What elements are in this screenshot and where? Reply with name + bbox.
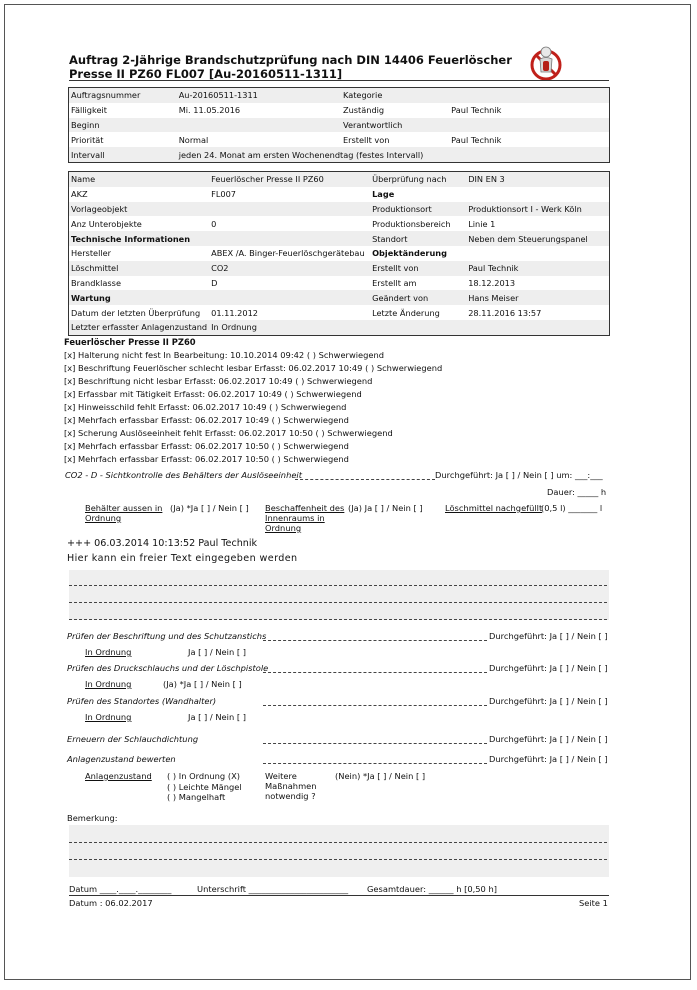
order-table-cell: Au-20160511-1311	[177, 88, 341, 103]
object-table-cell: CO2	[209, 261, 370, 276]
task-sub-label: In Ordnung	[85, 647, 132, 657]
task-sub-label: In Ordnung	[85, 712, 132, 722]
assessment-option-ok: ( ) In Ordnung (X)	[167, 771, 240, 781]
task-label: Anlagenzustand bewerten	[67, 754, 176, 764]
order-table-cell: Priorität	[71, 134, 104, 145]
object-table-cell: Letzte Änderung	[372, 307, 440, 318]
order-table-cell: jeden 24. Monat am ersten Wochenendtag (festes Intervall)	[177, 147, 610, 162]
object-table-cell: 28.11.2016 13:57	[468, 307, 542, 318]
task1-q3-label: Löschmittel nachgefüllt	[445, 503, 543, 513]
order-table-cell	[449, 118, 609, 133]
object-info-table	[68, 171, 610, 336]
measures-answer: (Nein) *Ja [ ] / Nein [ ]	[335, 771, 426, 781]
task1-done: Durchgeführt: Ja [ ] / Nein [ ] um: ___:___	[435, 470, 603, 480]
order-table-cell: Beginn	[69, 118, 177, 133]
task-sub-answer: (Ja) *Ja [ ] / Nein [ ]	[163, 679, 242, 689]
task1-duration: Dauer: _____ h	[547, 487, 607, 497]
order-table-row	[69, 147, 610, 162]
object-table-cell: 18.12.2013	[468, 277, 516, 288]
object-table-cell: DIN EN 3	[466, 172, 609, 187]
task-leader	[263, 672, 487, 673]
object-table-cell: Feuerlöscher Presse II PZ60	[209, 172, 370, 187]
object-table-row	[69, 276, 610, 291]
remarks-label: Bemerkung:	[67, 813, 118, 823]
object-table-row	[69, 202, 610, 217]
object-table-row	[69, 231, 610, 246]
object-table-row	[69, 320, 610, 335]
object-table-cell: D	[211, 277, 218, 288]
object-table-cell: Überprüfung nach	[370, 172, 466, 187]
object-table-cell: Produktionsbereich	[372, 218, 451, 229]
signature-date: Datum ____.____.________	[69, 884, 172, 894]
object-table-cell: Objektänderung	[372, 248, 447, 259]
object-table-cell	[209, 202, 370, 217]
note-text: Hier kann ein freier Text eingegeben werden	[67, 553, 298, 564]
object-table-row	[69, 216, 610, 231]
task1-q2-label: Beschaffenheit des Innenraums in Ordnung	[265, 503, 345, 533]
object-table-row	[69, 172, 610, 187]
task1-q1-answer: (Ja) *Ja [ ] / Nein [ ]	[170, 503, 249, 513]
order-table-row	[69, 118, 610, 133]
object-table-cell: Hans Meiser	[466, 290, 609, 305]
object-table-cell: Hersteller	[71, 248, 112, 259]
task-sub-answer: Ja [ ] / Nein [ ]	[188, 647, 246, 657]
assessment-option-minor: ( ) Leichte Mängel	[167, 781, 242, 792]
task-done: Durchgeführt: Ja [ ] / Nein [ ]	[489, 754, 608, 764]
object-table-cell: Vorlageobjekt	[69, 202, 210, 217]
task-label: Erneuern der Schlauchdichtung	[67, 734, 199, 744]
task-done: Durchgeführt: Ja [ ] / Nein [ ]	[489, 734, 608, 744]
task-label: Prüfen des Druckschlauchs und der Löschpistole	[67, 663, 269, 673]
object-table-cell: Erstellt am	[372, 277, 417, 288]
object-table-cell: Anz Unterobjekte	[71, 218, 142, 229]
task-leader	[263, 705, 487, 706]
order-table-cell: Zuständig	[342, 105, 385, 116]
task1-label: CO2 - D - Sichtkontrolle des Behälters der Auslöseeinheit	[65, 470, 302, 480]
measures-label: Weitere Maßnahmen notwendig ?	[265, 771, 317, 801]
assessment-options	[167, 771, 242, 803]
task-sub-label: In Ordnung	[85, 679, 132, 689]
object-table-row	[69, 261, 610, 276]
order-table-row	[69, 132, 610, 147]
order-info-table	[68, 87, 610, 163]
order-table-cell	[177, 118, 341, 133]
page-number: Seite 1	[579, 898, 608, 908]
finding-item: [x] Erfassbar mit Tätigkeit Erfasst: 06.02.2017 10:49 ( ) Schwerwiegend	[64, 389, 362, 399]
assessment-option-faulty: ( ) Mangelhaft	[167, 792, 226, 802]
order-table-cell: Erstellt von	[342, 134, 390, 145]
object-table-cell: Erstellt von	[370, 261, 466, 276]
object-table-cell: Standort	[370, 231, 466, 246]
task-leader	[263, 640, 487, 641]
finding-item: [x] Scherung Auslöseeinheit fehlt Erfasst: 06.02.2017 10:50 ( ) Schwerwiegend	[64, 428, 393, 438]
object-table-cell	[466, 187, 609, 202]
footer-date: Datum : 06.02.2017	[69, 898, 153, 908]
finding-item: [x] Hinweisschild fehlt Erfasst: 06.02.2017 10:49 ( ) Schwerwiegend	[64, 402, 347, 412]
order-table-cell: Kategorie	[341, 88, 449, 103]
title-rule	[69, 80, 609, 81]
object-table-cell: 01.11.2012	[211, 307, 258, 318]
order-table-row	[69, 88, 610, 103]
object-table-cell: Name	[69, 172, 210, 187]
note-line-1	[69, 585, 607, 586]
order-table-cell	[449, 88, 609, 103]
task-leader	[263, 743, 487, 744]
object-table-cell: Linie 1	[468, 218, 496, 229]
order-table-cell: Fälligkeit	[71, 105, 107, 116]
remarks-line-2	[69, 859, 607, 860]
object-table-cell: AKZ	[71, 189, 88, 200]
object-table-cell: Paul Technik	[466, 261, 609, 276]
object-table-cell: Wartung	[69, 290, 210, 305]
order-table-cell: Auftragsnummer	[69, 88, 177, 103]
fire-extinguisher-figure-icon	[528, 45, 564, 81]
task-done: Durchgeführt: Ja [ ] / Nein [ ]	[489, 696, 608, 706]
object-table-cell	[370, 320, 466, 335]
remarks-line-1	[69, 842, 607, 843]
footer-rule	[69, 895, 609, 896]
finding-item: [x] Mehrfach erfassbar Erfasst: 06.02.2017 10:50 ( ) Schwerwiegend	[64, 454, 349, 464]
finding-item: [x] Mehrfach erfassbar Erfasst: 06.02.2017 10:49 ( ) Schwerwiegend	[64, 415, 349, 425]
task1-leader	[295, 479, 435, 480]
task-sub-answer: Ja [ ] / Nein [ ]	[188, 712, 246, 722]
object-table-cell: Produktionsort	[370, 202, 466, 217]
order-table-cell: Paul Technik	[451, 134, 502, 145]
task-done: Durchgeführt: Ja [ ] / Nein [ ]	[489, 663, 608, 673]
note-header: +++ 06.03.2014 10:13:52 Paul Technik	[67, 538, 258, 549]
order-table-cell: Intervall	[69, 147, 177, 162]
object-table-cell: Lage	[372, 189, 395, 200]
object-table-cell: Geändert von	[370, 290, 466, 305]
findings-heading: Feuerlöscher Presse II PZ60	[64, 337, 196, 347]
object-table-cell: Technische Informationen	[69, 231, 210, 246]
total-duration: Gesamtdauer: ______ h [0,50 h]	[367, 884, 497, 894]
remarks-area	[69, 825, 609, 877]
object-table-cell: Datum der letzten Überprüfung	[71, 307, 201, 318]
findings-list	[64, 349, 442, 466]
task-done: Durchgeführt: Ja [ ] / Nein [ ]	[489, 631, 608, 641]
title-line-1: Auftrag 2-Jährige Brandschutzprüfung nach DIN 14406 Feuerlöscher	[69, 53, 512, 67]
finding-item: [x] Beschriftung nicht lesbar Erfasst: 06.02.2017 10:49 ( ) Schwerwiegend	[64, 376, 373, 386]
finding-item: [x] Mehrfach erfassbar Erfasst: 06.02.2017 10:50 ( ) Schwerwiegend	[64, 441, 349, 451]
task-leader	[263, 763, 487, 764]
assessment-label: Anlagenzustand	[85, 771, 152, 781]
object-table-cell	[466, 320, 609, 335]
report-title	[69, 53, 512, 81]
object-table-cell: Produktionsort I - Werk Köln	[466, 202, 609, 217]
object-table-row	[69, 305, 610, 320]
task1-q2-answer: (Ja) Ja [ ] / Nein [ ]	[348, 503, 423, 513]
object-table-cell: ABEX /A. Binger-Feuerlöschgerätebau	[211, 248, 365, 259]
title-line-2: Presse II PZ60 FL007 [Au-20160511-1311]	[69, 67, 343, 81]
finding-item: [x] Beschriftung Feuerlöscher schlecht lesbar Erfasst: 06.02.2017 10:49 ( ) Schwerwiegend	[64, 363, 443, 373]
object-table-cell: FL007	[211, 189, 237, 200]
object-table-cell: Letzter erfasster Anlagenzustand	[69, 320, 210, 335]
object-table-cell: Neben dem Steuerungspanel	[466, 231, 609, 246]
task1-q1-label: Behälter aussen in Ordnung	[85, 503, 163, 523]
order-table-cell: Normal	[178, 134, 209, 145]
note-line-2	[69, 602, 607, 603]
signature-field: Unterschrift ________________________	[197, 884, 349, 894]
task1-q3-answer: (0,5 l) _______ l	[541, 503, 603, 513]
object-table-row	[69, 290, 610, 305]
object-table-cell: In Ordnung	[209, 320, 370, 335]
object-table-cell	[466, 246, 609, 261]
note-line-3	[69, 619, 607, 620]
object-table-cell	[209, 231, 370, 246]
object-table-cell: Brandklasse	[71, 277, 121, 288]
report-page	[4, 4, 691, 980]
finding-item: [x] Halterung nicht fest In Bearbeitung: 10.10.2014 09:42 ( ) Schwerwiegend	[64, 350, 385, 360]
order-table-cell: Mi. 11.05.2016	[178, 105, 241, 116]
task-label: Prüfen des Standortes (Wandhalter)	[67, 696, 217, 706]
object-table-row	[69, 246, 610, 261]
note-writing-area	[69, 570, 609, 620]
order-table-row	[69, 103, 610, 118]
object-table-cell	[209, 290, 370, 305]
object-table-cell: Löschmittel	[69, 261, 210, 276]
order-table-cell: Paul Technik	[451, 105, 502, 116]
task-label: Prüfen der Beschriftung und des Schutzanstichs	[67, 631, 267, 641]
order-table-cell: Verantwortlich	[341, 118, 449, 133]
object-table-row	[69, 187, 610, 202]
object-table-cell: 0	[211, 218, 217, 229]
